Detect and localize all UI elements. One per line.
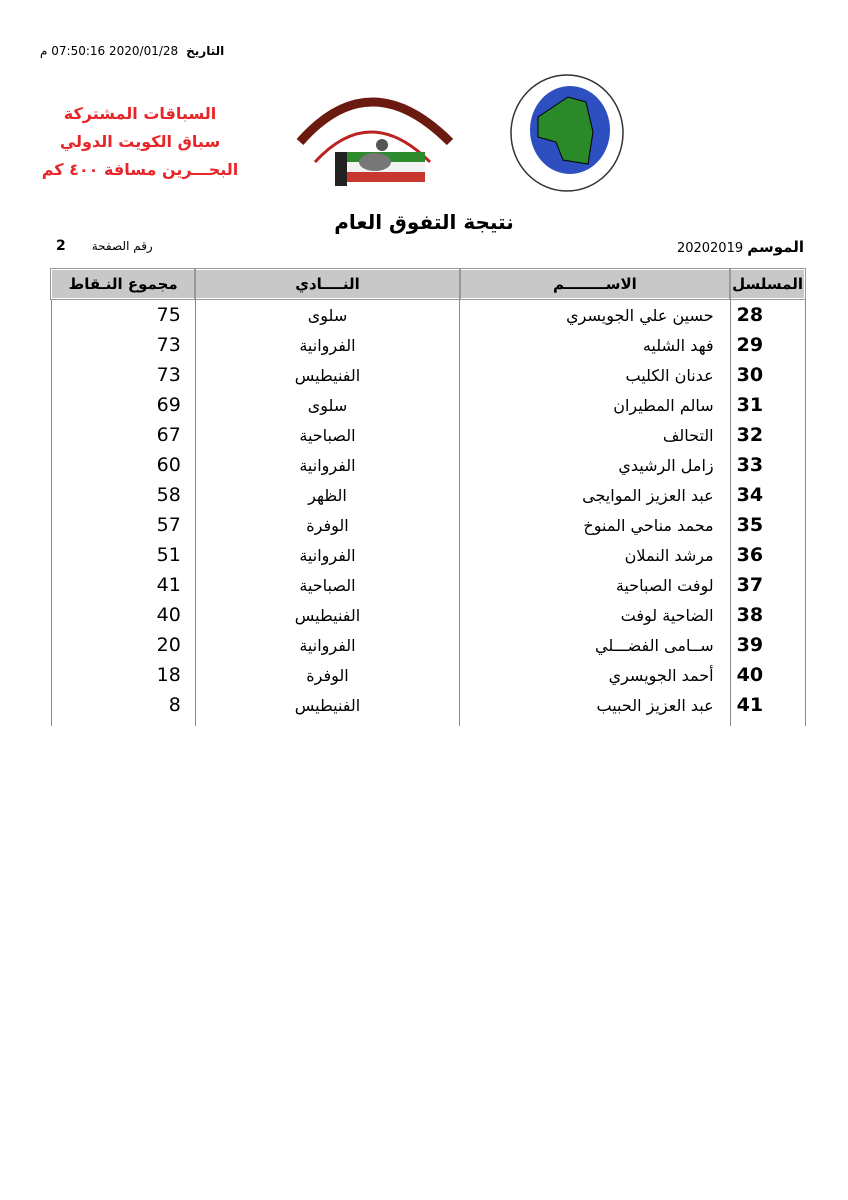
cell-serial: 41 — [730, 690, 805, 720]
table-row — [51, 480, 805, 510]
cell-points: 60 — [51, 450, 195, 480]
cell-points: 40 — [51, 600, 195, 630]
table-row — [51, 660, 805, 690]
cell-club: الفروانية — [195, 630, 459, 660]
cell-club: الوفرة — [195, 660, 459, 690]
table-end — [51, 720, 805, 726]
cell-club: الفنيطيس — [195, 600, 459, 630]
cell-serial: 35 — [730, 510, 805, 540]
cell-name: حسين علي الجويسري — [460, 299, 730, 330]
cell-name: محمد مناحي المنوخ — [460, 510, 730, 540]
header-name: الاســــــــم — [460, 269, 730, 299]
table-row — [51, 540, 805, 570]
cell-name: مرشد النملان — [460, 540, 730, 570]
table-row — [51, 510, 805, 540]
cell-points: 20 — [51, 630, 195, 660]
cell-serial: 38 — [730, 600, 805, 630]
cell-name: التحالف — [460, 420, 730, 450]
cell-serial: 40 — [730, 660, 805, 690]
table-row — [51, 570, 805, 600]
cell-points: 57 — [51, 510, 195, 540]
cell-club: الظهر — [195, 480, 459, 510]
cell-name: الضاحية لوفت — [460, 600, 730, 630]
table-row — [51, 420, 805, 450]
cell-serial: 39 — [730, 630, 805, 660]
cell-name: زامل الرشيدي — [460, 450, 730, 480]
cell-club: الفروانية — [195, 330, 459, 360]
table-row — [51, 330, 805, 360]
race-line-3: البحـــرين مسافة ٤٠٠ كم — [41, 160, 239, 179]
cell-serial: 29 — [730, 330, 805, 360]
cell-serial: 33 — [730, 450, 805, 480]
season-value: 20202019 — [676, 241, 744, 256]
table-row — [51, 450, 805, 480]
page-number-label: رقم الصفحة — [91, 239, 153, 253]
cell-points: 18 — [51, 660, 195, 690]
empty-cell — [730, 720, 805, 726]
empty-cell — [51, 720, 195, 726]
cell-name: عبد العزيز الموايجى — [460, 480, 730, 510]
cell-name: عبد العزيز الحبيب — [460, 690, 730, 720]
club-logo — [280, 72, 466, 192]
cell-name: ســامى الفضـــلي — [460, 630, 730, 660]
cell-points: 41 — [51, 570, 195, 600]
header-serial: المسلسل — [730, 269, 805, 299]
cell-club: الصباحية — [195, 420, 459, 450]
cell-name: عدنان الكليب — [460, 360, 730, 390]
table-row — [51, 390, 805, 420]
date-label: التاريخ — [186, 44, 225, 58]
race-info — [30, 100, 250, 184]
print-date — [40, 44, 224, 58]
cell-club: سلوى — [195, 390, 459, 420]
results-table — [50, 268, 806, 726]
table-row — [51, 600, 805, 630]
table-row — [51, 299, 805, 330]
race-line-2: سباق الكويت الدولي — [59, 132, 221, 151]
cell-serial: 31 — [730, 390, 805, 420]
cell-points: 8 — [51, 690, 195, 720]
cell-serial: 28 — [730, 299, 805, 330]
cell-points: 75 — [51, 299, 195, 330]
table-row — [51, 630, 805, 660]
cell-name: أحمد الجويسري — [460, 660, 730, 690]
cell-club: الفنيطيس — [195, 690, 459, 720]
cell-serial: 37 — [730, 570, 805, 600]
season — [677, 238, 804, 256]
season-label: الموسم — [747, 238, 804, 256]
cell-points: 69 — [51, 390, 195, 420]
race-line-1: السباقات المشتركة — [63, 104, 217, 123]
cell-club: الوفرة — [195, 510, 459, 540]
table-row — [51, 690, 805, 720]
cell-serial: 36 — [730, 540, 805, 570]
cell-points: 73 — [51, 360, 195, 390]
cell-name: فهد الشليه — [460, 330, 730, 360]
date-value: 2020/01/28 07:50:16 م — [40, 44, 179, 58]
cell-club: الفنيطيس — [195, 360, 459, 390]
cell-club: سلوى — [195, 299, 459, 330]
table-row — [51, 360, 805, 390]
table-header — [51, 269, 805, 299]
header-points: مجموع النـقاط — [51, 269, 195, 299]
cell-club: الصباحية — [195, 570, 459, 600]
cell-serial: 30 — [730, 360, 805, 390]
cell-name: لوفت الصباحية — [460, 570, 730, 600]
cell-name: سالم المطيران — [460, 390, 730, 420]
federation-logo — [508, 72, 626, 194]
cell-points: 67 — [51, 420, 195, 450]
cell-serial: 34 — [730, 480, 805, 510]
cell-points: 51 — [51, 540, 195, 570]
empty-cell — [460, 720, 730, 726]
cell-points: 58 — [51, 480, 195, 510]
empty-cell — [195, 720, 459, 726]
header-club: النــــادي — [195, 269, 459, 299]
page-title: نتيجة التفوق العام — [334, 210, 514, 234]
cell-points: 73 — [51, 330, 195, 360]
page-number — [56, 238, 153, 254]
cell-club: الفروانية — [195, 450, 459, 480]
page-number-value: 2 — [56, 238, 66, 254]
cell-club: الفروانية — [195, 540, 459, 570]
cell-serial: 32 — [730, 420, 805, 450]
